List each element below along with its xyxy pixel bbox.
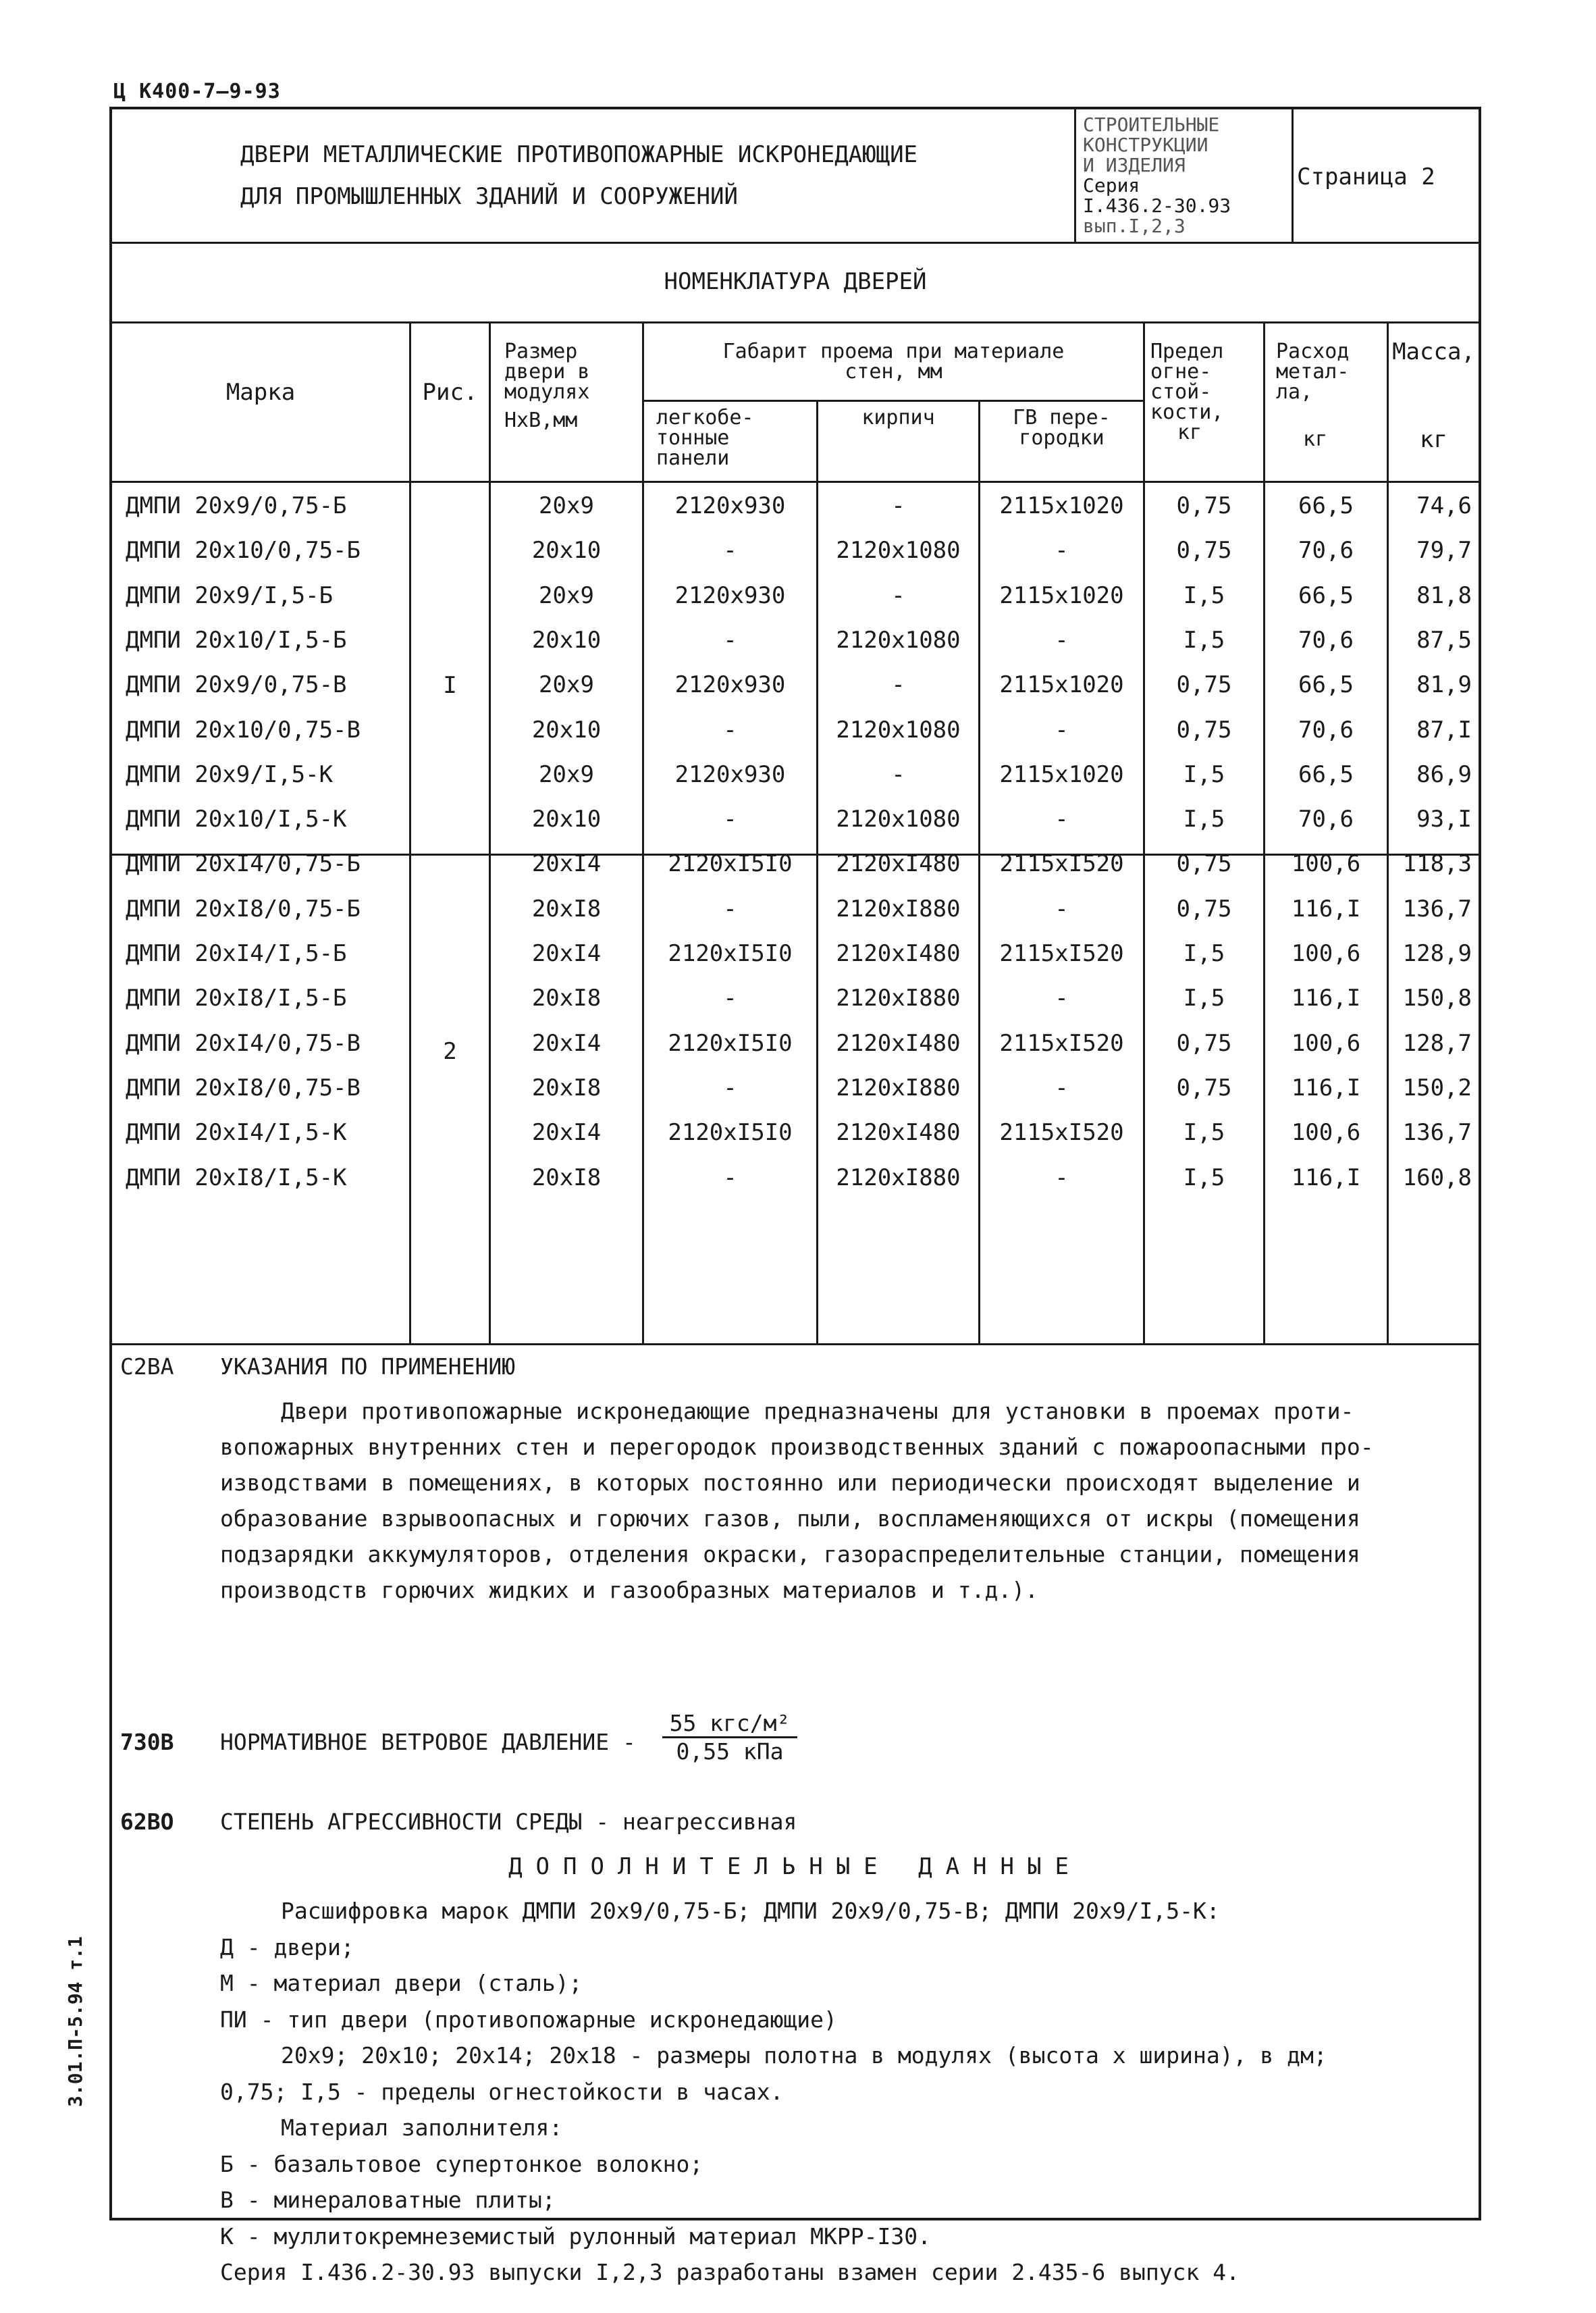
extra-line: Д - двери;	[220, 1933, 354, 1960]
row-partition: -	[1055, 626, 1069, 654]
row-light-panels: 2120х930	[674, 581, 786, 609]
row-partition: 2115хI520	[999, 940, 1124, 967]
header-light-2: тонные	[656, 426, 730, 450]
header-metal-2: метал-	[1276, 360, 1350, 384]
row-mass: 93,I	[1416, 806, 1472, 833]
row-light-panels: 2120хI5I0	[668, 940, 793, 967]
row-size: 20хI4	[531, 1029, 602, 1057]
page-number: Страница 2	[1297, 163, 1435, 190]
row-brick: 2120хI480	[836, 940, 961, 967]
row-fire-rating: I,5	[1183, 760, 1225, 788]
row-partition: -	[1055, 716, 1069, 744]
header-size-2: двери в	[504, 360, 590, 384]
row-mark: ДМПИ 20х9/0,75-В	[126, 671, 347, 699]
wind-label: НОРМАТИВНОЕ ВЕТРОВОЕ ДАВЛЕНИЕ -	[220, 1729, 636, 1755]
row-mark: ДМПИ 20хI4/I,5-Б	[126, 940, 347, 967]
row-light-panels: -	[723, 806, 737, 833]
extra-line: 0,75; I,5 - пределы огнестойкости в часах.	[220, 2078, 784, 2105]
usage-line: производств горючих жидких и газообразных материалов и т.д.).	[220, 1577, 1038, 1603]
usage-heading: УКАЗАНИЯ ПО ПРИМЕНЕНИЮ	[220, 1353, 516, 1380]
row-mark: ДМПИ 20хI8/I,5-К	[126, 1164, 347, 1191]
extra-line: Расшифровка марок ДМПИ 20х9/0,75-Б; ДМПИ 20х9/0,75-В; ДМПИ 20х9/I,5-К:	[281, 1898, 1220, 1924]
row-partition: -	[1055, 1164, 1069, 1191]
code-label: 730В	[120, 1729, 174, 1755]
row-metal: 66,5	[1298, 760, 1354, 788]
row-partition: 2115хI520	[999, 1029, 1124, 1057]
row-light-panels: 2120хI5I0	[668, 1029, 793, 1057]
row-light-panels: 2120х930	[674, 671, 786, 699]
extra-line: Б - базальтовое супертонкое волокно;	[220, 2150, 703, 2177]
series-line-2: КОНСТРУКЦИИ	[1083, 134, 1208, 156]
row-brick: 2120х1080	[836, 537, 961, 565]
row-mark: ДМПИ 20хI4/0,75-В	[126, 1029, 361, 1057]
row-metal: 66,5	[1298, 671, 1354, 699]
row-partition: -	[1055, 806, 1069, 833]
series-line-1: СТРОИТЕЛЬНЫЕ	[1083, 113, 1220, 136]
row-metal: 66,5	[1298, 492, 1354, 519]
extra-line: В - минераловатные плиты;	[220, 2187, 556, 2213]
header-opening-1: Габарит проема при материале	[722, 340, 1065, 363]
row-mark: ДМПИ 20хI4/I,5-К	[126, 1119, 347, 1147]
header-metal-4: кг	[1303, 427, 1328, 451]
row-light-panels: 2120х930	[674, 492, 786, 519]
row-fire-rating: 0,75	[1176, 537, 1232, 565]
usage-line: изводствами в помещениях, в которых постоянно или периодически происходят выделение и	[220, 1470, 1360, 1496]
extra-line: Серия I.436.2-30.93 выпуски I,2,3 разработаны взамен серии 2.435-6 выпуск 4.	[220, 2259, 1240, 2285]
row-fire-rating: 0,75	[1176, 716, 1232, 744]
row-mass: 74,6	[1416, 492, 1472, 519]
header-mass-2: кг	[1420, 426, 1447, 453]
row-light-panels: -	[723, 985, 737, 1012]
row-mass: 136,7	[1402, 1119, 1472, 1147]
row-size: 20х10	[531, 537, 602, 565]
header-mass-1: Масса,	[1392, 338, 1475, 365]
row-mark: ДМПИ 20х10/I,5-К	[126, 806, 347, 833]
figure-number: 2	[443, 1038, 457, 1065]
extra-line: Материал заполнителя:	[281, 2114, 563, 2141]
row-mass: 81,9	[1416, 671, 1472, 699]
row-size: 20хI4	[531, 1119, 602, 1147]
extra-line: 20х9; 20х10; 20х14; 20х18 - размеры полотна в модулях (высота х ширина), в дм;	[281, 2042, 1327, 2069]
header-light-1: легкобе-	[656, 406, 754, 430]
figure-number: I	[443, 672, 457, 699]
row-partition: 2115хI520	[999, 850, 1124, 878]
row-brick: -	[891, 581, 905, 609]
row-mass: 79,7	[1416, 537, 1472, 565]
series-line-5: I.436.2-30.93	[1083, 194, 1231, 217]
row-metal: 70,6	[1298, 806, 1354, 833]
row-mass: 150,2	[1402, 1074, 1472, 1101]
row-brick: 2120хI880	[836, 895, 961, 922]
header-opening-2: стен, мм	[845, 360, 942, 384]
series-line-3: И ИЗДЕЛИЯ	[1083, 154, 1186, 176]
row-metal: 100,6	[1291, 940, 1361, 967]
row-mass: 160,8	[1402, 1164, 1472, 1191]
extra-line: К - муллитокремнеземистый рулонный материал МКРР-I30.	[220, 2223, 931, 2250]
row-fire-rating: I,5	[1183, 985, 1225, 1012]
row-mass: 81,8	[1416, 581, 1472, 609]
extra-line: ПИ - тип двери (противопожарные искронедающие)	[220, 2006, 837, 2033]
row-mark: ДМПИ 20хI8/0,75-Б	[126, 895, 361, 922]
row-brick: 2120х1080	[836, 716, 961, 744]
row-mark: ДМПИ 20х9/I,5-Б	[126, 581, 334, 609]
row-size: 20хI8	[531, 895, 602, 922]
wind-top: 55 кгс/м²	[662, 1710, 797, 1738]
row-fire-rating: 0,75	[1176, 1074, 1232, 1101]
row-fire-rating: 0,75	[1176, 1029, 1232, 1057]
row-metal: 116,I	[1291, 1074, 1361, 1101]
header-mass	[1389, 338, 1479, 453]
header-mark: Марка	[225, 379, 296, 406]
usage-line: образование взрывоопасных и горючих газов, пыли, воспламеняющихся от искры (помещения	[220, 1505, 1360, 1532]
row-metal: 116,I	[1291, 895, 1361, 922]
row-fire-rating: 0,75	[1176, 492, 1232, 519]
row-partition: 2115х1020	[999, 492, 1124, 519]
row-mass: 128,7	[1402, 1029, 1472, 1057]
row-size: 20х10	[531, 806, 602, 833]
row-fire-rating: 0,75	[1176, 671, 1232, 699]
row-mass: 87,5	[1416, 626, 1472, 654]
header-opening	[644, 342, 1143, 382]
grid-line	[409, 321, 411, 1343]
usage-line: подзарядки аккумуляторов, отделения окраски, газораспределительные станции, помещения	[220, 1541, 1360, 1567]
row-partition: -	[1055, 537, 1069, 565]
row-brick: 2120хI480	[836, 1029, 961, 1057]
row-size: 20х9	[539, 760, 594, 788]
row-brick: 2120хI880	[836, 1164, 961, 1191]
header-figure: Рис.	[422, 379, 478, 406]
row-light-panels: 2120хI5I0	[668, 1119, 793, 1147]
row-mark: ДМПИ 20х10/I,5-Б	[126, 626, 347, 654]
row-brick: 2120хI880	[836, 985, 961, 1012]
row-brick: 2120хI480	[836, 850, 961, 878]
document-title	[240, 134, 1152, 217]
row-fire-rating: I,5	[1183, 581, 1225, 609]
extra-heading: ДОПОЛНИТЕЛЬНЫЕ ДАННЫЕ	[508, 1853, 1082, 1880]
grid-line	[112, 481, 1479, 483]
row-size: 20хI4	[531, 940, 602, 967]
row-size: 20хI8	[531, 1164, 602, 1191]
row-metal: 100,6	[1291, 850, 1361, 878]
row-fire-rating: I,5	[1183, 626, 1225, 654]
row-brick: 2120х1080	[836, 806, 961, 833]
row-metal: 116,I	[1291, 1164, 1361, 1191]
wind-bottom: 0,55 кПа	[676, 1738, 784, 1765]
row-brick: -	[891, 760, 905, 788]
row-mass: 86,9	[1416, 760, 1472, 788]
row-light-panels: -	[723, 895, 737, 922]
row-size: 20х9	[539, 492, 594, 519]
header-partition-2: городки	[1019, 426, 1105, 450]
row-fire-rating: 0,75	[1176, 895, 1232, 922]
row-light-panels: 2120хI5I0	[668, 850, 793, 878]
extra-line: М - материал двери (сталь);	[220, 1970, 583, 1996]
header-size-4: НхВ,мм	[504, 409, 578, 432]
row-mark: ДМПИ 20х9/0,75-Б	[126, 492, 347, 519]
row-partition: 2115х1020	[999, 581, 1124, 609]
row-brick: 2120хI480	[836, 1119, 961, 1147]
row-metal: 100,6	[1291, 1029, 1361, 1057]
row-fire-rating: I,5	[1183, 806, 1225, 833]
row-mark: ДМПИ 20хI8/I,5-Б	[126, 985, 347, 1012]
nomenclature-table	[112, 321, 1479, 1345]
row-light-panels: -	[723, 537, 737, 565]
row-mass: 128,9	[1402, 940, 1472, 967]
header-fire-2: огне-	[1150, 360, 1212, 384]
row-fire-rating: 0,75	[1176, 850, 1232, 878]
row-fire-rating: I,5	[1183, 940, 1225, 967]
row-metal: 116,I	[1291, 985, 1361, 1012]
row-mass: 118,3	[1402, 850, 1472, 878]
row-size: 20хI8	[531, 1074, 602, 1101]
row-metal: 100,6	[1291, 1119, 1361, 1147]
usage-line: Двери противопожарные искронедающие предназначены для установки в проемах проти-	[281, 1398, 1354, 1424]
header-fire-3: стой-	[1150, 380, 1212, 404]
row-brick: -	[891, 671, 905, 699]
title-block	[112, 109, 1479, 244]
header-metal	[1265, 342, 1398, 450]
nomenclature-title: НОМЕНКЛАТУРА ДВЕРЕЙ	[112, 242, 1479, 323]
row-mark: ДМПИ 20х10/0,75-Б	[126, 537, 361, 565]
row-brick: 2120хI880	[836, 1074, 961, 1101]
row-size: 20х9	[539, 581, 594, 609]
series-block	[1074, 109, 1294, 242]
row-light-panels: -	[723, 716, 737, 744]
header-size-3: модулях	[504, 380, 590, 404]
grid-line	[642, 400, 1143, 402]
code-label: С2ВА	[120, 1353, 174, 1380]
row-mass: 150,8	[1402, 985, 1472, 1012]
row-partition: 2115хI520	[999, 1119, 1124, 1147]
series-line-6: вып.I,2,3	[1083, 215, 1186, 237]
side-stamp: 3.01.П-5.94 т.1	[64, 1936, 86, 2107]
title-line-1: ДВЕРИ МЕТАЛЛИЧЕСКИЕ ПРОТИВОПОЖАРНЫЕ ИСКРОНЕДАЮЩИЕ	[240, 141, 918, 168]
row-partition: -	[1055, 895, 1069, 922]
drawing-frame	[109, 107, 1481, 2285]
document-code: Ц К400-7—9-93	[113, 80, 281, 103]
header-fire	[1145, 342, 1269, 443]
header-partition-1: ГВ пере-	[1013, 406, 1111, 430]
header-partition	[980, 408, 1143, 448]
row-mark: ДМПИ 20хI4/0,75-Б	[126, 850, 361, 878]
row-partition: -	[1055, 1074, 1069, 1101]
series-line-4: Серия	[1083, 174, 1140, 197]
row-brick: -	[891, 492, 905, 519]
row-mass: 87,I	[1416, 716, 1472, 744]
header-light-3: панели	[656, 446, 730, 470]
header-size-1: Размер	[504, 340, 578, 363]
row-mark: ДМПИ 20х9/I,5-К	[126, 760, 334, 788]
usage-line: вопожарных внутренних стен и перегородок производственных зданий с пожароопасными про-	[220, 1434, 1374, 1460]
row-fire-rating: I,5	[1183, 1164, 1225, 1191]
row-metal: 70,6	[1298, 716, 1354, 744]
header-brick: кирпич	[861, 406, 935, 430]
row-light-panels: 2120х930	[674, 760, 786, 788]
row-fire-rating: I,5	[1183, 1119, 1225, 1147]
header-metal-3: ла,	[1276, 380, 1313, 404]
row-metal: 70,6	[1298, 537, 1354, 565]
header-metal-1: Расход	[1276, 340, 1350, 363]
header-size	[491, 342, 656, 431]
header-fire-1: Предел	[1150, 340, 1224, 363]
row-brick: 2120х1080	[836, 626, 961, 654]
row-size: 20хI8	[531, 985, 602, 1012]
header-light-panels	[644, 408, 828, 469]
row-mark: ДМПИ 20хI8/0,75-В	[126, 1074, 361, 1101]
row-partition: -	[1055, 985, 1069, 1012]
row-light-panels: -	[723, 1074, 737, 1101]
row-size: 20хI4	[531, 850, 602, 878]
row-mass: 136,7	[1402, 895, 1472, 922]
code-label: 62ВО	[120, 1809, 174, 1835]
row-size: 20х9	[539, 671, 594, 699]
row-partition: 2115х1020	[999, 760, 1124, 788]
header-fire-5: кг	[1177, 421, 1202, 444]
row-size: 20х10	[531, 626, 602, 654]
row-light-panels: -	[723, 626, 737, 654]
row-metal: 70,6	[1298, 626, 1354, 654]
row-size: 20х10	[531, 716, 602, 744]
title-line-2: ДЛЯ ПРОМЫШЛЕННЫХ ЗДАНИЙ И СООРУЖЕНИЙ	[240, 183, 738, 210]
row-mark: ДМПИ 20х10/0,75-В	[126, 716, 361, 744]
wind-pressure	[662, 1710, 797, 1765]
aggressiveness: СТЕПЕНЬ АГРЕССИВНОСТИ СРЕДЫ - неагрессивная	[220, 1809, 797, 1835]
header-fire-4: кости,	[1150, 400, 1224, 424]
row-partition: 2115х1020	[999, 671, 1124, 699]
row-metal: 66,5	[1298, 581, 1354, 609]
row-light-panels: -	[723, 1164, 737, 1191]
